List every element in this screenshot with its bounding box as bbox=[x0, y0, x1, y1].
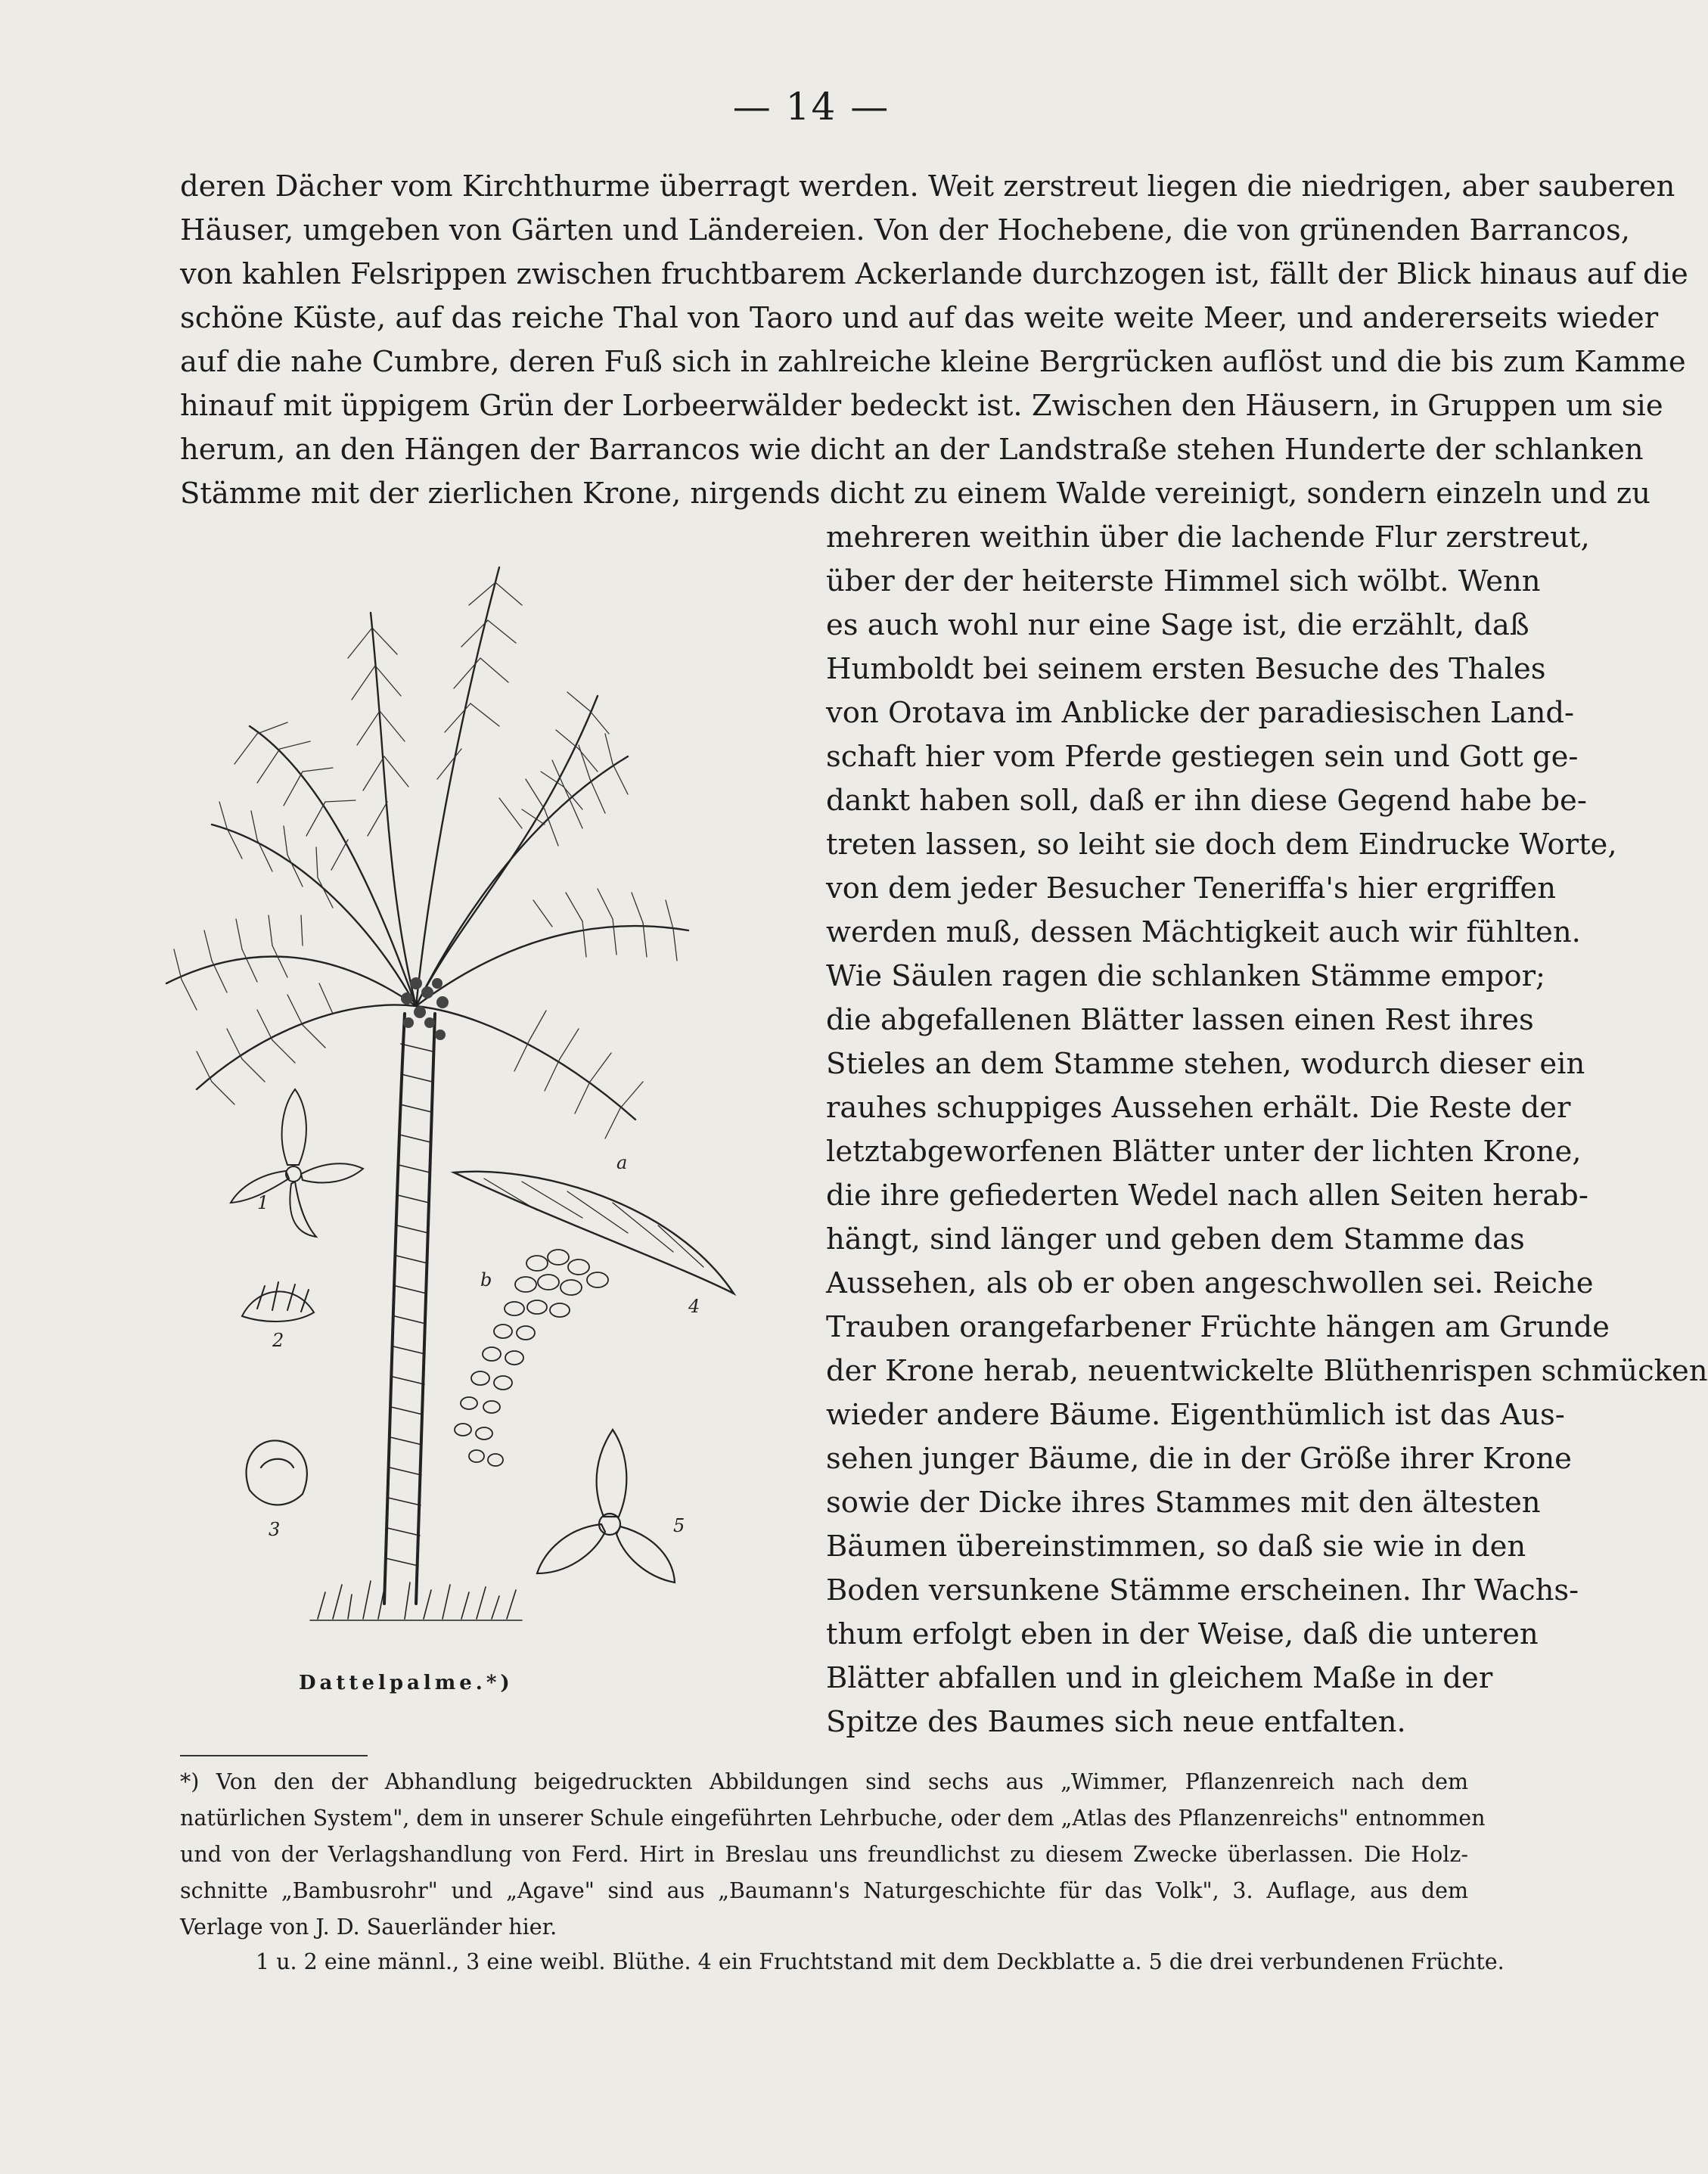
footnote-rule bbox=[180, 1755, 368, 1756]
figure-label-b: b bbox=[480, 1269, 492, 1290]
body-line: Trauben orangefarbener Früchte hängen am Grunde bbox=[826, 1310, 1610, 1344]
page-number: — 14 — bbox=[732, 85, 890, 129]
figure-label-3: 3 bbox=[269, 1519, 281, 1540]
figure-label-1: 1 bbox=[257, 1192, 269, 1213]
body-line: von dem jeder Besucher Teneriffa's hier ergriffen bbox=[826, 871, 1557, 905]
body-line: Wie Säulen ragen die schlanken Stämme empor; bbox=[826, 959, 1545, 993]
figure-label-2: 2 bbox=[272, 1330, 284, 1351]
body-line: die ihre gefiederten Wedel nach allen Seiten herab- bbox=[826, 1179, 1588, 1213]
figure-label-4: 4 bbox=[688, 1296, 700, 1317]
figure-label-5: 5 bbox=[673, 1515, 685, 1536]
footnote-line: und von der Verlagshandlung von Ferd. Hirt in Breslau uns freundlichst zu diesem Zwecke überlassen. Die Holz- bbox=[180, 1842, 1468, 1867]
body-line: sowie der Dicke ihres Stammes mit den ältesten bbox=[826, 1486, 1541, 1520]
body-line: sehen junger Bäume, die in der Größe ihrer Krone bbox=[826, 1442, 1572, 1476]
body-line: Humboldt bei seinem ersten Besuche des Thales bbox=[826, 652, 1546, 686]
body-line: rauhes schuppiges Aussehen erhält. Die Reste der bbox=[826, 1091, 1571, 1125]
body-line: hinauf mit üppigem Grün der Lorbeerwälder bedeckt ist. Zwischen den Häusern, in Gruppen um sie bbox=[180, 389, 1663, 423]
body-line: mehreren weithin über die lachende Flur zerstreut, bbox=[826, 520, 1590, 554]
figure-caption: Dattelpalme.*) bbox=[299, 1672, 514, 1694]
body-line: Boden versunkene Stämme erscheinen. Ihr Wachs- bbox=[826, 1573, 1579, 1607]
body-line: auf die nahe Cumbre, deren Fuß sich in zahlreiche kleine Bergrücken auflöst und die bis zum Kamme bbox=[180, 345, 1686, 379]
body-line: hängt, sind länger und geben dem Stamme das bbox=[826, 1222, 1525, 1256]
body-line: von kahlen Felsrippen zwischen fruchtbarem Ackerlande durchzogen ist, fällt der Blick hinaus auf die bbox=[180, 257, 1688, 291]
date-palm-illustration bbox=[144, 560, 794, 1649]
body-line: Stieles an dem Stamme stehen, wodurch dieser ein bbox=[826, 1047, 1585, 1081]
body-line: dankt haben soll, daß er ihn diese Gegend habe be- bbox=[826, 784, 1587, 818]
body-line: Stämme mit der zierlichen Krone, nirgends dicht zu einem Walde vereinigt, sondern einzeln und zu bbox=[180, 477, 1651, 511]
body-line: werden muß, dessen Mächtigkeit auch wir fühlten. bbox=[826, 915, 1581, 949]
footnote-line: Verlage von J. D. Sauerländer hier. bbox=[180, 1915, 557, 1940]
body-line: schaft hier vom Pferde gestiegen sein und Gott ge- bbox=[826, 740, 1579, 774]
body-line: Aussehen, als ob er oben angeschwollen sei. Reiche bbox=[826, 1266, 1594, 1300]
body-line: die abgefallenen Blätter lassen einen Rest ihres bbox=[826, 1003, 1534, 1037]
body-line: schöne Küste, auf das reiche Thal von Taoro und auf das weite weite Meer, und andererseits wieder bbox=[180, 301, 1659, 335]
body-line: Häuser, umgeben von Gärten und Ländereien. Von der Hochebene, die von grünenden Barrancos, bbox=[180, 213, 1630, 247]
body-line: letztabgeworfenen Blätter unter der lichten Krone, bbox=[826, 1135, 1582, 1169]
body-line: über der der heiterste Himmel sich wölbt. Wenn bbox=[826, 564, 1541, 598]
body-line: thum erfolgt eben in der Weise, daß die unteren bbox=[826, 1617, 1539, 1651]
body-line: Bäumen übereinstimmen, so daß sie wie in den bbox=[826, 1530, 1526, 1564]
body-line: von Orotava im Anblicke der paradiesischen Land- bbox=[826, 696, 1575, 730]
body-line: treten lassen, so leiht sie doch dem Eindrucke Worte, bbox=[826, 828, 1617, 862]
footnote-line: *) Von den der Abhandlung beigedruckten Abbildungen sind sechs aus „Wimmer, Pflanzenreich nach dem bbox=[180, 1769, 1468, 1794]
body-line: deren Dächer vom Kirchthurme überragt werden. Weit zerstreut liegen die niedrigen, aber sauberen bbox=[180, 169, 1675, 203]
body-line: der Krone herab, neuentwickelte Blüthenrispen schmücken bbox=[826, 1354, 1708, 1388]
figure-label-a: a bbox=[616, 1152, 628, 1173]
body-line: herum, an den Hängen der Barrancos wie dicht an der Landstraße stehen Hunderte der schlanken bbox=[180, 433, 1644, 467]
figure-legend: 1 u. 2 eine männl., 3 eine weibl. Blüthe. 4 ein Fruchtstand mit dem Deckblatte a. 5 die drei verbundenen Früchte. bbox=[256, 1949, 1505, 1974]
body-line: Blätter abfallen und in gleichem Maße in der bbox=[826, 1661, 1493, 1695]
body-line: es auch wohl nur eine Sage ist, die erzählt, daß bbox=[826, 608, 1529, 642]
body-line: wieder andere Bäume. Eigenthümlich ist das Aus- bbox=[826, 1398, 1565, 1432]
footnote-line: natürlichen System", dem in unserer Schule eingeführten Lehrbuche, oder dem „Atlas des Pflanzenreichs" entnommen bbox=[180, 1806, 1486, 1831]
footnote-line: schnitte „Bambusrohr" und „Agave" sind aus „Baumann's Naturgeschichte für das Volk", 3. Auflage, aus dem bbox=[180, 1878, 1468, 1903]
body-line: Spitze des Baumes sich neue entfalten. bbox=[826, 1705, 1406, 1739]
